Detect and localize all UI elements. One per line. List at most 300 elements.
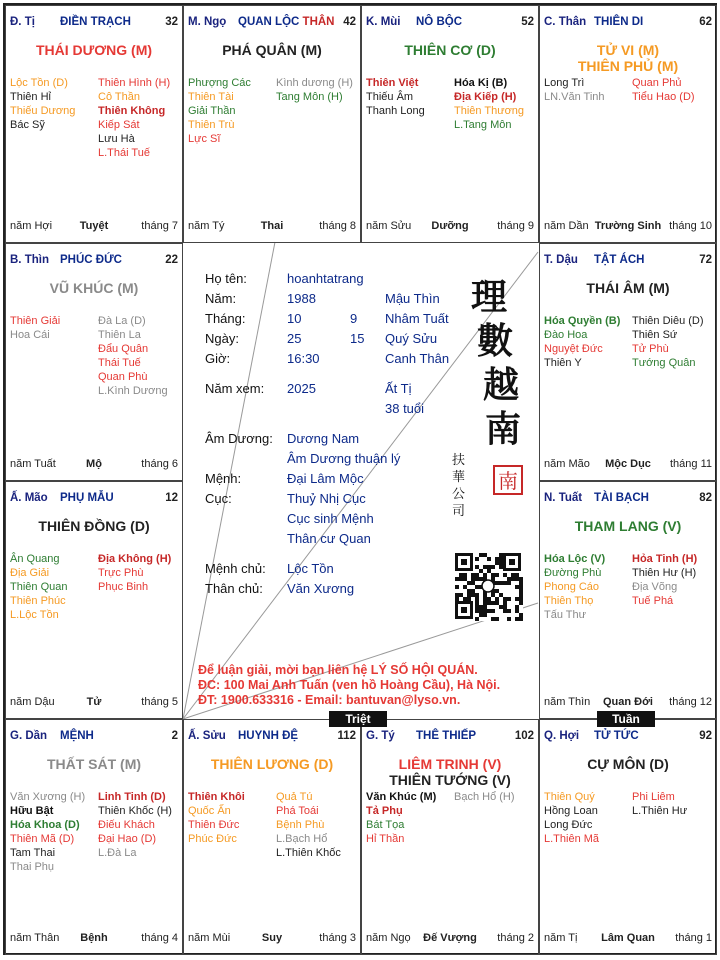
- minor-star: Thiên Tài: [188, 91, 234, 103]
- palace-year: năm Mùi: [188, 932, 231, 944]
- main-star: THÁI ÂM (M): [586, 280, 670, 296]
- minor-star: Phong Cáo: [544, 581, 600, 593]
- palace-stage: Đế Vượng: [423, 932, 477, 944]
- minor-star: Thiên Mã (D): [10, 833, 75, 845]
- palace-month: tháng 4: [141, 932, 178, 944]
- minor-star: Thái Tuế: [98, 357, 141, 369]
- minor-star: Hóa Khoa (D): [10, 819, 80, 831]
- palace-year: năm Ngọ: [366, 932, 411, 944]
- palace-thin: [5, 243, 183, 481]
- minor-star: Phượng Các: [188, 77, 251, 89]
- minor-star: Thiên La: [98, 329, 141, 341]
- palace-month: tháng 11: [669, 458, 712, 470]
- palace-name: QUAN LỘC THÂN: [238, 16, 335, 28]
- minor-star: Hỉ Thần: [366, 833, 405, 845]
- calligraphy-char-4: 南: [485, 408, 522, 450]
- minor-star: Tử Phù: [632, 343, 669, 355]
- minor-stars-left: [544, 76, 605, 104]
- palace-header: [188, 730, 356, 746]
- info-name-label: Họ tên:: [205, 271, 247, 286]
- minor-stars-right: [454, 76, 524, 132]
- palace-name: TỬ TỨC: [594, 730, 639, 742]
- minor-star: L.Kình Dương: [98, 385, 168, 397]
- main-stars: [540, 280, 716, 296]
- main-star: LIÊM TRINH (V): [398, 756, 502, 772]
- minor-star: Linh Tinh (D): [98, 791, 166, 803]
- minor-star: Trực Phù: [98, 567, 144, 579]
- info-day-label: Ngày:: [205, 331, 239, 346]
- main-star: THAM LANG (V): [574, 518, 682, 534]
- minor-star: Thiên Khôi: [188, 791, 245, 803]
- palace-stage: Trường Sinh: [594, 220, 662, 232]
- main-star: VŨ KHÚC (M): [49, 280, 139, 296]
- palace-name: ĐIỀN TRẠCH: [60, 16, 131, 28]
- palace-year: năm Tý: [188, 220, 225, 232]
- palace-year: năm Thân: [10, 932, 60, 944]
- minor-star: Nguyệt Đức: [544, 343, 603, 355]
- minor-stars-right: [632, 790, 687, 818]
- minor-star: Thiên Quý: [544, 791, 595, 803]
- minor-star: Thiên Quan: [10, 581, 68, 593]
- minor-star: Hóa Quyền (B): [544, 315, 621, 327]
- minor-star: L.Thiên Khốc: [276, 847, 341, 859]
- minor-star: Giải Thần: [188, 105, 236, 117]
- minor-stars-right: [98, 552, 171, 594]
- minor-star: Hóa Kị (B): [454, 77, 508, 89]
- minor-stars-right: [632, 76, 695, 104]
- minor-star: Lực Sĩ: [188, 133, 221, 145]
- main-stars: [362, 756, 538, 788]
- minor-stars-left: [10, 314, 60, 342]
- main-stars: [540, 42, 716, 74]
- palace-footer: [10, 220, 178, 234]
- minor-star: Tuế Phá: [632, 595, 674, 607]
- palace-branch: Q. Hợi: [544, 730, 580, 742]
- palace-stage: Dưỡng: [431, 220, 469, 232]
- palace-name: THÊ THIẾP: [416, 730, 477, 742]
- info-view-label: Năm xem:: [205, 381, 265, 396]
- palace-extra: THÂN: [302, 16, 335, 28]
- info-cuc-label: Cục:: [205, 491, 232, 506]
- palace-footer: [188, 932, 356, 946]
- palace-branch: T. Dậu: [544, 254, 578, 266]
- palace-footer: [544, 932, 712, 946]
- info-year-can: Mậu Thìn: [385, 291, 440, 306]
- minor-stars-left: [10, 552, 67, 622]
- minor-star: Phi Liêm: [632, 791, 675, 803]
- minor-star: Tam Thai: [10, 847, 56, 859]
- minor-star: Quốc Ấn: [188, 805, 231, 817]
- palace-month: tháng 1: [675, 932, 712, 944]
- minor-star: Đào Hoa: [544, 329, 588, 341]
- minor-star: Tả Phụ: [366, 805, 403, 817]
- minor-star: Văn Khúc (M): [366, 791, 437, 803]
- minor-star: Đẩu Quân: [98, 343, 149, 355]
- tuan-tag: Tuần: [597, 711, 655, 727]
- minor-stars-right: [454, 790, 515, 804]
- minor-star: Quả Tú: [276, 791, 313, 803]
- minor-star: Văn Xương (H): [10, 791, 86, 803]
- palace-than: [539, 5, 717, 243]
- minor-star: Bát Tọa: [366, 819, 405, 831]
- minor-star: Ân Quang: [10, 553, 60, 565]
- palace-month: tháng 3: [319, 932, 356, 944]
- info-hour-label: Giờ:: [205, 351, 231, 366]
- palace-stage: Tử: [86, 696, 102, 708]
- palace-stage: Lâm Quan: [601, 932, 655, 944]
- main-stars: [540, 518, 716, 534]
- minor-star: Bác Sỹ: [10, 119, 45, 131]
- minor-star: Bạch Hổ (H): [454, 791, 515, 803]
- minor-star: L.Tang Môn: [454, 119, 512, 131]
- minor-star: Cô Thần: [98, 91, 140, 103]
- minor-star: Long Trì: [544, 77, 585, 89]
- palace-branch: Đ. Tị: [10, 16, 35, 28]
- minor-star: Phúc Đức: [188, 833, 237, 845]
- palace-year: năm Sửu: [366, 220, 412, 232]
- palace-hoi: [539, 719, 717, 955]
- palace-month: tháng 5: [141, 696, 178, 708]
- palace-number: 102: [514, 730, 534, 742]
- palace-ti: [5, 5, 183, 243]
- calligraphy-char-1: 理: [471, 276, 508, 318]
- red-seal-stamp: [493, 465, 523, 495]
- palace-name: THIÊN DI: [594, 16, 644, 28]
- info-cuc2: Cục sinh Mệnh: [287, 511, 374, 526]
- minor-star: Tướng Quân: [632, 357, 696, 369]
- minor-star: Thiếu Dương: [10, 105, 76, 117]
- minor-star: Thai Phụ: [10, 861, 55, 873]
- minor-stars-left: [366, 76, 425, 118]
- palace-stage: Bệnh: [80, 932, 108, 944]
- minor-star: L.Thiên Mã: [544, 833, 600, 845]
- palace-mao: [5, 481, 183, 719]
- minor-star: Thiên Đức: [188, 819, 240, 831]
- minor-star: Thiên Diêu (D): [632, 315, 704, 327]
- minor-star: Địa Không (H): [98, 553, 172, 565]
- main-star: THIÊN CƠ (D): [404, 42, 496, 58]
- minor-star: Lộc Tồn (D): [10, 77, 68, 89]
- main-star: THIÊN TƯỚNG (V): [389, 772, 511, 788]
- palace-number: 42: [343, 16, 356, 28]
- minor-star: L.Đà La: [98, 847, 137, 859]
- palace-year: năm Dần: [544, 220, 589, 232]
- minor-star: Phá Toái: [276, 805, 319, 817]
- main-stars: [362, 42, 538, 58]
- palace-stage: Quan Đới: [603, 696, 653, 708]
- minor-star: Quan Phù: [98, 371, 148, 383]
- info-month2: 9: [350, 311, 358, 326]
- palace-branch: K. Mùi: [366, 16, 401, 28]
- palace-branch: Ấ. Sửu: [188, 730, 226, 742]
- palace-header: [10, 730, 178, 746]
- palace-name: PHỤ MẪU: [60, 492, 114, 504]
- minor-star: Thiên Trù: [188, 119, 235, 131]
- minor-star: L.Thiên Hư: [632, 805, 688, 817]
- minor-star: Thiên Khốc (H): [98, 805, 172, 817]
- minor-star: L.Lộc Tồn: [10, 609, 59, 621]
- minor-star: Thiên Thọ: [544, 595, 594, 607]
- palace-year: năm Dậu: [10, 696, 55, 708]
- minor-star: Địa Võng: [632, 581, 678, 593]
- minor-stars-left: [188, 790, 245, 846]
- palace-suu: [183, 719, 361, 955]
- palace-number: 12: [165, 492, 178, 504]
- minor-star: Lưu Hà: [98, 133, 135, 145]
- minor-star: Thiên Sứ: [632, 329, 678, 341]
- minor-stars-left: [366, 790, 436, 846]
- minor-star: Hỏa Tinh (H): [632, 553, 698, 565]
- minor-star: Điếu Khách: [98, 819, 155, 831]
- palace-footer: [10, 696, 178, 710]
- info-yy2: Âm Dương thuận lý: [287, 451, 401, 466]
- main-stars: [184, 756, 360, 772]
- minor-star: Tiểu Hao (D): [632, 91, 695, 103]
- minor-star: Đường Phù: [544, 567, 602, 579]
- palace-header: [544, 254, 712, 270]
- palace-footer: [10, 932, 178, 946]
- palace-number: 92: [699, 730, 712, 742]
- palace-footer: [188, 220, 356, 234]
- palace-year: năm Mão: [544, 458, 590, 470]
- palace-header: [544, 16, 712, 32]
- main-star: TỬ VI (M): [596, 42, 660, 58]
- calligraphy-char-2: 數: [477, 320, 514, 362]
- minor-star: Thiên Thương: [454, 105, 525, 117]
- minor-star: Thiên Hình (H): [98, 77, 171, 89]
- minor-star: Hóa Lộc (V): [544, 553, 606, 565]
- palace-header: [544, 492, 712, 508]
- palace-year: năm Tuất: [10, 458, 56, 470]
- palace-branch: Ấ. Mão: [10, 492, 48, 504]
- main-stars: [540, 756, 716, 772]
- palace-stage: Tuyệt: [79, 220, 109, 232]
- minor-star: L.Bạch Hổ: [276, 833, 328, 845]
- info-cuc1: Thuỷ Nhị Cục: [287, 491, 366, 506]
- minor-star: Hoa Cái: [10, 329, 50, 341]
- info-month1: 10: [287, 311, 302, 326]
- info-menhchu-label: Mệnh chủ:: [205, 561, 266, 576]
- palace-stage: Suy: [261, 932, 283, 944]
- minor-star: Bệnh Phù: [276, 819, 325, 831]
- minor-stars-left: [544, 790, 599, 846]
- info-day-can: Quý Sửu: [385, 331, 438, 346]
- palace-number: 82: [699, 492, 712, 504]
- minor-star: Phục Binh: [98, 581, 149, 593]
- palace-branch: B. Thìn: [10, 254, 49, 266]
- palace-name: TÀI BẠCH: [594, 492, 649, 504]
- calligraphy-char-3: 越: [483, 364, 520, 406]
- info-age: 38 tuổi: [385, 401, 425, 416]
- info-menhchu: Lộc Tồn: [287, 561, 334, 576]
- palace-name: HUYNH ĐỆ: [238, 730, 299, 742]
- info-thanchu-label: Thân chủ:: [205, 581, 263, 596]
- palace-branch: C. Thân: [544, 16, 587, 28]
- palace-month: tháng 12: [669, 696, 712, 708]
- info-year: 1988: [287, 291, 316, 306]
- info-menh-label: Mệnh:: [205, 471, 242, 486]
- palace-month: tháng 10: [669, 220, 712, 232]
- minor-stars-left: [10, 76, 75, 132]
- palace-number: 52: [521, 16, 534, 28]
- palace-number: 22: [165, 254, 178, 266]
- info-month-can: Nhâm Tuất: [385, 311, 449, 326]
- info-hour: 16:30: [287, 351, 320, 366]
- palace-branch: N. Tuất: [544, 492, 583, 504]
- palace-header: [10, 16, 178, 32]
- palace-year: năm Tị: [544, 932, 578, 944]
- palace-name: MỆNH: [60, 730, 94, 742]
- main-star: CỰ MÔN (D): [587, 756, 669, 772]
- palace-ty: [361, 719, 539, 955]
- minor-star: Địa Kiếp (H): [454, 91, 517, 103]
- palace-number: 32: [165, 16, 178, 28]
- palace-header: [10, 492, 178, 508]
- main-star: THIÊN PHỦ (M): [577, 58, 679, 74]
- qr-code-icon: [453, 551, 523, 621]
- calligraphy-logo: [471, 275, 535, 451]
- palace-stage: Thai: [260, 220, 284, 232]
- seal-text: 南: [498, 469, 518, 493]
- palace-year: năm Hợi: [10, 220, 53, 232]
- info-cuc3: Thân cư Quan: [287, 531, 371, 546]
- palace-header: [366, 16, 534, 32]
- palace-branch: G. Tý: [366, 730, 395, 742]
- minor-star: Long Đức: [544, 819, 593, 831]
- minor-stars-right: [98, 790, 172, 860]
- minor-stars-left: [544, 552, 605, 622]
- notice-line-3: ĐT: 1900.633316 - Email: bantuvan@lyso.vn.: [198, 693, 461, 707]
- main-stars: [6, 280, 182, 296]
- minor-star: Kiếp Sát: [98, 119, 140, 131]
- palace-month: tháng 2: [497, 932, 534, 944]
- minor-star: Thiên Việt: [366, 77, 419, 89]
- palace-header: [10, 254, 178, 270]
- palace-month: tháng 6: [141, 458, 178, 470]
- minor-stars-right: [98, 314, 168, 398]
- palace-ngo: [183, 5, 361, 243]
- info-hour-can: Canh Thân: [385, 351, 450, 366]
- horoscope-chart: [3, 3, 717, 955]
- minor-star: Tang Môn (H): [276, 91, 343, 103]
- minor-star: Thiên Y: [544, 357, 582, 369]
- minor-star: Thiếu Âm: [366, 91, 414, 103]
- main-star: PHÁ QUÂN (M): [222, 42, 322, 58]
- info-yy-label: Âm Dương:: [205, 431, 273, 446]
- info-menh: Đại Lâm Mộc: [287, 471, 364, 486]
- palace-branch: M. Ngọ: [188, 16, 227, 28]
- minor-star: Đại Hao (D): [98, 833, 157, 845]
- minor-star: Địa Giải: [10, 567, 50, 579]
- minor-star: LN.Văn Tinh: [544, 91, 605, 103]
- minor-star: Quan Phủ: [632, 77, 682, 89]
- palace-dan: [5, 719, 183, 955]
- minor-star: L.Thái Tuế: [98, 147, 150, 159]
- minor-stars-left: [544, 314, 620, 370]
- main-star: THÁI DƯƠNG (M): [35, 42, 153, 58]
- palace-month: tháng 7: [141, 220, 178, 232]
- minor-stars-left: [10, 790, 85, 874]
- palace-month: tháng 9: [497, 220, 534, 232]
- palace-header: [188, 16, 356, 32]
- minor-star: Thiên Hư (H): [632, 567, 697, 579]
- info-name: hoanhtatrang: [287, 271, 364, 286]
- minor-star: Tấu Thư: [544, 609, 587, 621]
- minor-stars-right: [276, 790, 341, 860]
- info-day1: 25: [287, 331, 302, 346]
- info-year-label: Năm:: [205, 291, 237, 306]
- main-stars: [6, 756, 182, 772]
- info-month-label: Tháng:: [205, 311, 246, 326]
- palace-footer: [366, 220, 534, 234]
- main-star: THIÊN LƯƠNG (D): [210, 756, 334, 772]
- palace-header: [544, 730, 712, 746]
- palace-tuat: [539, 481, 717, 719]
- palace-footer: [10, 458, 178, 472]
- palace-stage: Mộ: [86, 458, 102, 470]
- minor-stars-right: [276, 76, 353, 104]
- info-thanchu: Văn Xương: [287, 581, 355, 596]
- palace-month: tháng 8: [319, 220, 356, 232]
- palace-name: NÔ BỘC: [416, 16, 462, 28]
- minor-star: Hồng Loan: [544, 805, 598, 817]
- minor-star: Thiên Hỉ: [10, 91, 51, 103]
- palace-number: 112: [337, 730, 356, 742]
- info-day2: 15: [350, 331, 365, 346]
- minor-stars-right: [632, 552, 697, 608]
- minor-star: Hữu Bật: [10, 805, 54, 817]
- info-view-can: Ất Tị: [385, 381, 412, 396]
- palace-name: PHÚC ĐỨC: [60, 254, 122, 266]
- minor-star: Kình dương (H): [276, 77, 353, 89]
- palace-branch: G. Dần: [10, 730, 48, 742]
- palace-stage: Mộc Dục: [605, 458, 651, 470]
- palace-mui: [361, 5, 539, 243]
- notice-line-2: ĐC: 100 Mai Anh Tuấn (ven hồ Hoàng Cầu), Hà Nội.: [198, 678, 501, 692]
- main-stars: [6, 42, 182, 58]
- minor-star: Thiên Phúc: [10, 595, 66, 607]
- minor-star: Đà La (D): [98, 315, 146, 327]
- calligraphy-side-text: 扶華公司: [452, 453, 466, 519]
- main-star: THIÊN ĐỒNG (D): [38, 518, 150, 534]
- minor-stars-right: [632, 314, 704, 370]
- palace-number: 72: [699, 254, 712, 266]
- palace-dau: [539, 243, 717, 481]
- palace-footer: [544, 696, 712, 710]
- main-star: THẤT SÁT (M): [46, 756, 142, 772]
- minor-star: Thanh Long: [366, 105, 425, 117]
- palace-name: TẬT ÁCH: [594, 254, 645, 266]
- palace-footer: [544, 220, 712, 234]
- notice-line-1: Để luận giải, mời bạn liên hệ LÝ SỐ HỘI QUÁN.: [198, 663, 478, 677]
- triet-tag: Triệt: [329, 711, 387, 727]
- main-stars: [184, 42, 360, 58]
- minor-stars-right: [98, 76, 170, 160]
- minor-stars-left: [188, 76, 251, 146]
- palace-header: [366, 730, 534, 746]
- info-yy1: Dương Nam: [287, 431, 360, 446]
- contact-notice: [198, 663, 538, 708]
- info-view-year: 2025: [287, 381, 316, 396]
- main-stars: [6, 518, 182, 534]
- palace-number: 62: [699, 16, 712, 28]
- palace-footer: [544, 458, 712, 472]
- palace-year: năm Thìn: [544, 696, 591, 708]
- palace-number: 2: [171, 730, 178, 742]
- palace-footer: [366, 932, 534, 946]
- minor-star: Thiên Giải: [10, 315, 61, 327]
- minor-star: Thiên Không: [98, 105, 166, 117]
